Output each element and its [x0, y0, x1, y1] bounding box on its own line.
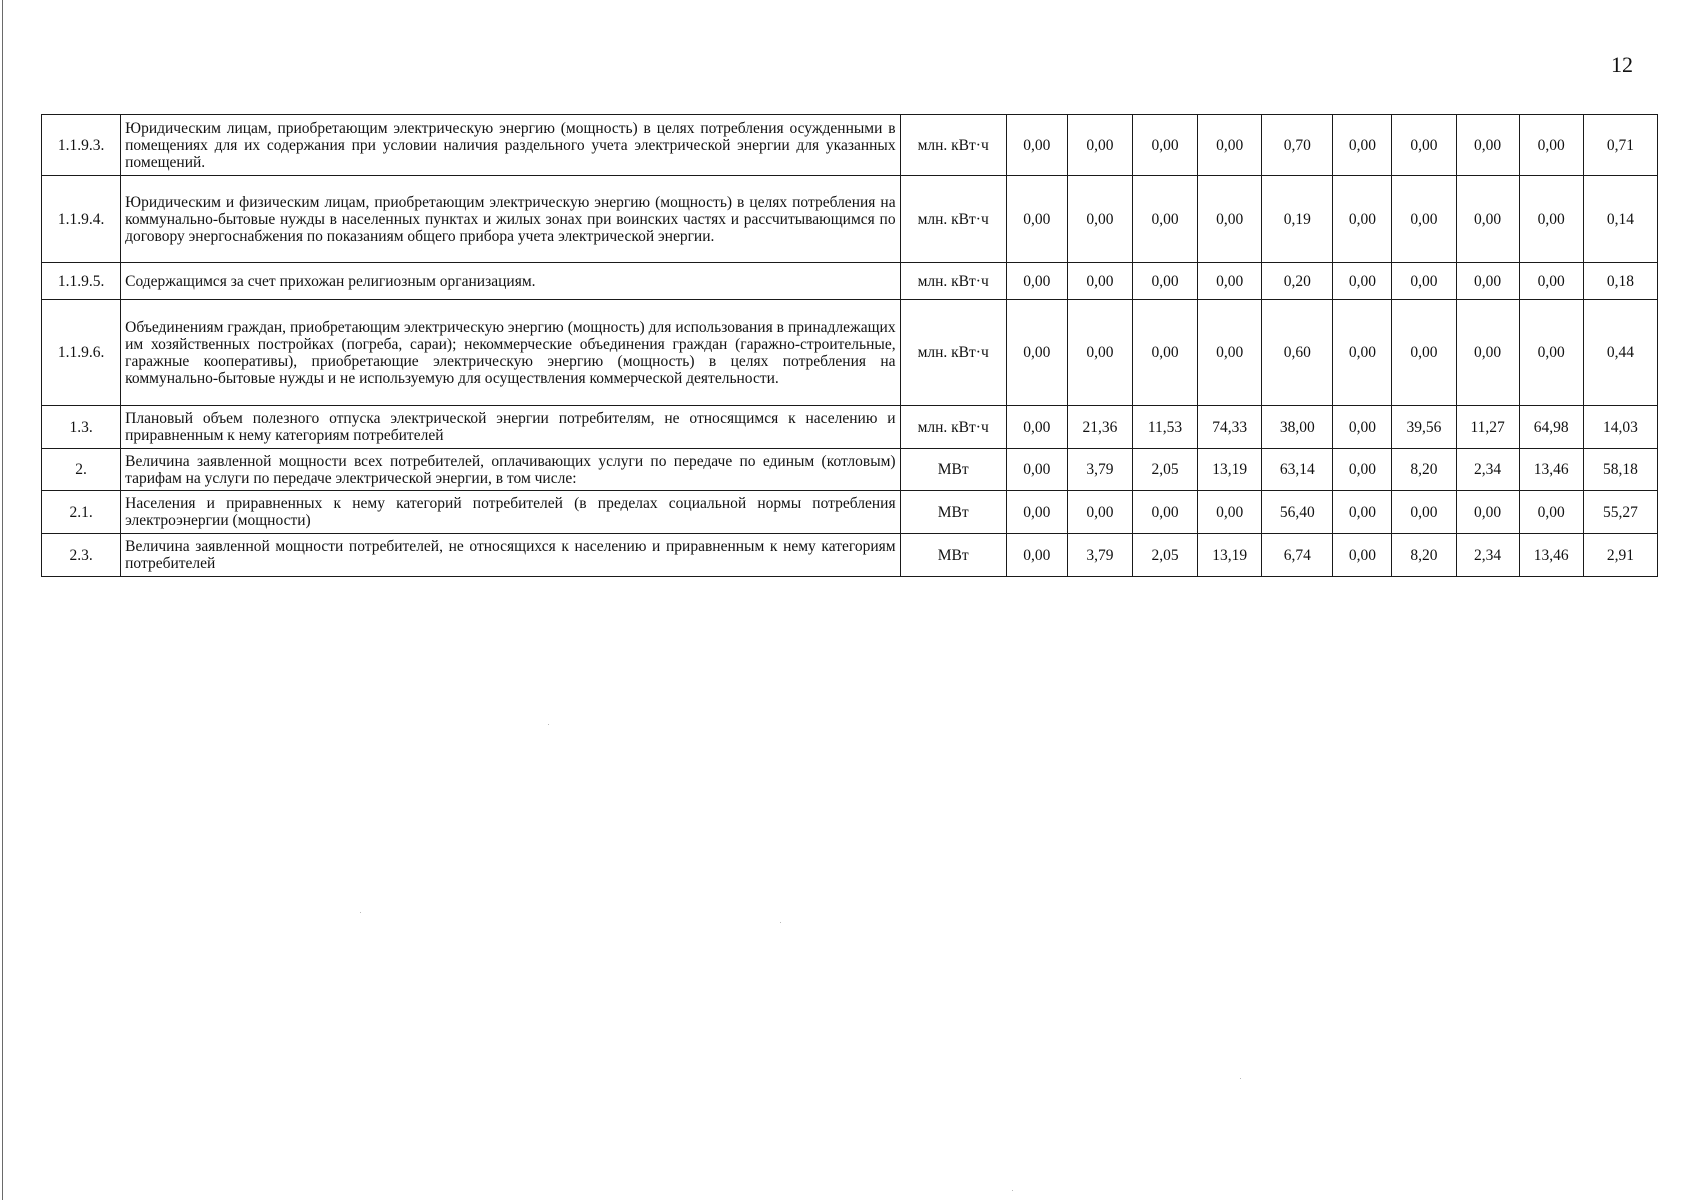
- row-code: 1.1.9.5.: [42, 263, 121, 300]
- value-cell: 8,20: [1392, 449, 1456, 491]
- value-cell: 0,00: [1006, 115, 1067, 176]
- value-cell: 0,00: [1456, 115, 1519, 176]
- row-description: Содержащимся за счет прихожан религиозным организациям.: [121, 263, 900, 300]
- value-cell: 0,00: [1392, 263, 1456, 300]
- value-cell: 0,00: [1006, 534, 1067, 577]
- value-cell: 0,00: [1132, 300, 1197, 406]
- value-cell: 0,00: [1392, 176, 1456, 263]
- value-cell: 0,00: [1519, 115, 1583, 176]
- value-cell: 38,00: [1262, 406, 1333, 449]
- value-cell: 6,74: [1262, 534, 1333, 577]
- value-cell: 0,00: [1132, 263, 1197, 300]
- value-cell: 13,19: [1198, 534, 1262, 577]
- value-cell: 13,46: [1519, 449, 1583, 491]
- value-cell: 0,44: [1583, 300, 1657, 406]
- value-cell: 0,00: [1067, 176, 1132, 263]
- value-cell: 21,36: [1067, 406, 1132, 449]
- value-cell: 0,00: [1392, 300, 1456, 406]
- value-cell: 0,00: [1333, 300, 1392, 406]
- row-description: Юридическим и физическим лицам, приобретающим электрическую энергию (мощность) в целях потребления на коммунально-бытовые нужды в населенных пунктах и жилых зонах при воинских частях и рассчитывающимся по договору энергоснабжения по показаниям общего прибора учета электрической энергии.: [121, 176, 900, 263]
- value-cell: 0,20: [1262, 263, 1333, 300]
- table-row: [42, 300, 1658, 406]
- value-cell: 11,27: [1456, 406, 1519, 449]
- value-cell: 64,98: [1519, 406, 1583, 449]
- value-cell: 3,79: [1067, 534, 1132, 577]
- value-cell: 0,70: [1262, 115, 1333, 176]
- row-description: Плановый объем полезного отпуска электрической энергии потребителям, не относящимся к населению и приравненным к нему категориям потребителей: [121, 406, 900, 449]
- value-cell: 0,00: [1333, 176, 1392, 263]
- value-cell: 13,46: [1519, 534, 1583, 577]
- value-cell: 0,00: [1006, 449, 1067, 491]
- value-cell: 0,00: [1067, 491, 1132, 534]
- value-cell: 0,00: [1333, 406, 1392, 449]
- scan-speck: [360, 912, 361, 913]
- value-cell: 39,56: [1392, 406, 1456, 449]
- value-cell: 56,40: [1262, 491, 1333, 534]
- value-cell: 2,34: [1456, 534, 1519, 577]
- value-cell: 0,14: [1583, 176, 1657, 263]
- scan-speck: [548, 724, 549, 725]
- row-code: 2.1.: [42, 491, 121, 534]
- value-cell: 74,33: [1198, 406, 1262, 449]
- value-cell: 0,00: [1132, 491, 1197, 534]
- value-cell: 0,00: [1392, 491, 1456, 534]
- page-number: 12: [1611, 52, 1633, 77]
- value-cell: 0,00: [1132, 176, 1197, 263]
- row-unit: млн. кВт·ч: [900, 176, 1006, 263]
- value-cell: 0,00: [1198, 115, 1262, 176]
- value-cell: 0,00: [1198, 300, 1262, 406]
- row-description: Населения и приравненных к нему категорий потребителей (в пределах социальной нормы потребления электроэнергии (мощности): [121, 491, 900, 534]
- row-unit: МВт: [900, 491, 1006, 534]
- value-cell: 0,00: [1006, 176, 1067, 263]
- table-row: [42, 115, 1658, 176]
- value-cell: 0,00: [1456, 176, 1519, 263]
- value-cell: 0,00: [1132, 115, 1197, 176]
- value-cell: 0,00: [1006, 300, 1067, 406]
- row-unit: млн. кВт·ч: [900, 406, 1006, 449]
- row-code: 1.3.: [42, 406, 121, 449]
- value-cell: 2,05: [1132, 449, 1197, 491]
- value-cell: 0,00: [1519, 491, 1583, 534]
- row-description: Юридическим лицам, приобретающим электрическую энергию (мощность) в целях потребления осужденными в помещениях для их содержания при условии наличия раздельного учета электрической энергии для указанных помещений.: [121, 115, 900, 176]
- value-cell: 0,00: [1519, 263, 1583, 300]
- table-row: [42, 491, 1658, 534]
- row-code: 2.: [42, 449, 121, 491]
- value-cell: 8,20: [1392, 534, 1456, 577]
- value-cell: 0,00: [1067, 115, 1132, 176]
- value-cell: 0,00: [1456, 263, 1519, 300]
- scan-speck: [780, 922, 781, 923]
- value-cell: 0,00: [1333, 263, 1392, 300]
- value-cell: 0,00: [1456, 491, 1519, 534]
- value-cell: 0,00: [1006, 491, 1067, 534]
- table-row: [42, 534, 1658, 577]
- value-cell: 0,19: [1262, 176, 1333, 263]
- value-cell: 55,27: [1583, 491, 1657, 534]
- value-cell: 0,00: [1333, 491, 1392, 534]
- row-description: Объединениям граждан, приобретающим электрическую энергию (мощность) для использования в принадлежащих им хозяйственных постройках (погреба, сараи); некоммерческие объединения граждан (гаражно-строительные, гаражные кооперативы), приобретающие электрическую энергию (мощность) в целях потребления на коммунально-бытовые нужды и не используемую для осуществления коммерческой деятельности.: [121, 300, 900, 406]
- value-cell: 0,00: [1333, 115, 1392, 176]
- scan-left-edge: [2, 0, 3, 1200]
- value-cell: 63,14: [1262, 449, 1333, 491]
- value-cell: 0,00: [1456, 300, 1519, 406]
- row-code: 1.1.9.4.: [42, 176, 121, 263]
- value-cell: 0,00: [1519, 300, 1583, 406]
- row-code: 1.1.9.3.: [42, 115, 121, 176]
- value-cell: 11,53: [1132, 406, 1197, 449]
- value-cell: 0,00: [1067, 263, 1132, 300]
- table-row: [42, 406, 1658, 449]
- tariff-table: [41, 114, 1658, 577]
- table-row: [42, 449, 1658, 491]
- value-cell: 0,00: [1333, 534, 1392, 577]
- scan-speck: [1240, 1078, 1241, 1079]
- value-cell: 0,00: [1006, 263, 1067, 300]
- value-cell: 0,00: [1198, 263, 1262, 300]
- value-cell: 0,00: [1006, 406, 1067, 449]
- row-unit: МВт: [900, 534, 1006, 577]
- value-cell: 58,18: [1583, 449, 1657, 491]
- value-cell: 3,79: [1067, 449, 1132, 491]
- value-cell: 2,05: [1132, 534, 1197, 577]
- value-cell: 0,00: [1198, 176, 1262, 263]
- value-cell: 14,03: [1583, 406, 1657, 449]
- value-cell: 0,00: [1392, 115, 1456, 176]
- row-unit: МВт: [900, 449, 1006, 491]
- value-cell: 0,00: [1198, 491, 1262, 534]
- value-cell: 0,00: [1333, 449, 1392, 491]
- row-unit: млн. кВт·ч: [900, 115, 1006, 176]
- row-code: 2.3.: [42, 534, 121, 577]
- table-body: [42, 115, 1658, 577]
- value-cell: 0,00: [1067, 300, 1132, 406]
- table-row: [42, 176, 1658, 263]
- value-cell: 2,91: [1583, 534, 1657, 577]
- value-cell: 0,00: [1519, 176, 1583, 263]
- value-cell: 0,71: [1583, 115, 1657, 176]
- row-unit: млн. кВт·ч: [900, 263, 1006, 300]
- value-cell: 0,18: [1583, 263, 1657, 300]
- value-cell: 13,19: [1198, 449, 1262, 491]
- value-cell: 0,60: [1262, 300, 1333, 406]
- table-row: [42, 263, 1658, 300]
- scan-speck: [1012, 1190, 1013, 1191]
- row-description: Величина заявленной мощности потребителей, не относящихся к населению и приравненным к нему категориям потребителей: [121, 534, 900, 577]
- row-description: Величина заявленной мощности всех потребителей, оплачивающих услуги по передаче по единым (котловым) тарифам на услуги по передаче электрической энергии, в том числе:: [121, 449, 900, 491]
- row-unit: млн. кВт·ч: [900, 300, 1006, 406]
- row-code: 1.1.9.6.: [42, 300, 121, 406]
- value-cell: 2,34: [1456, 449, 1519, 491]
